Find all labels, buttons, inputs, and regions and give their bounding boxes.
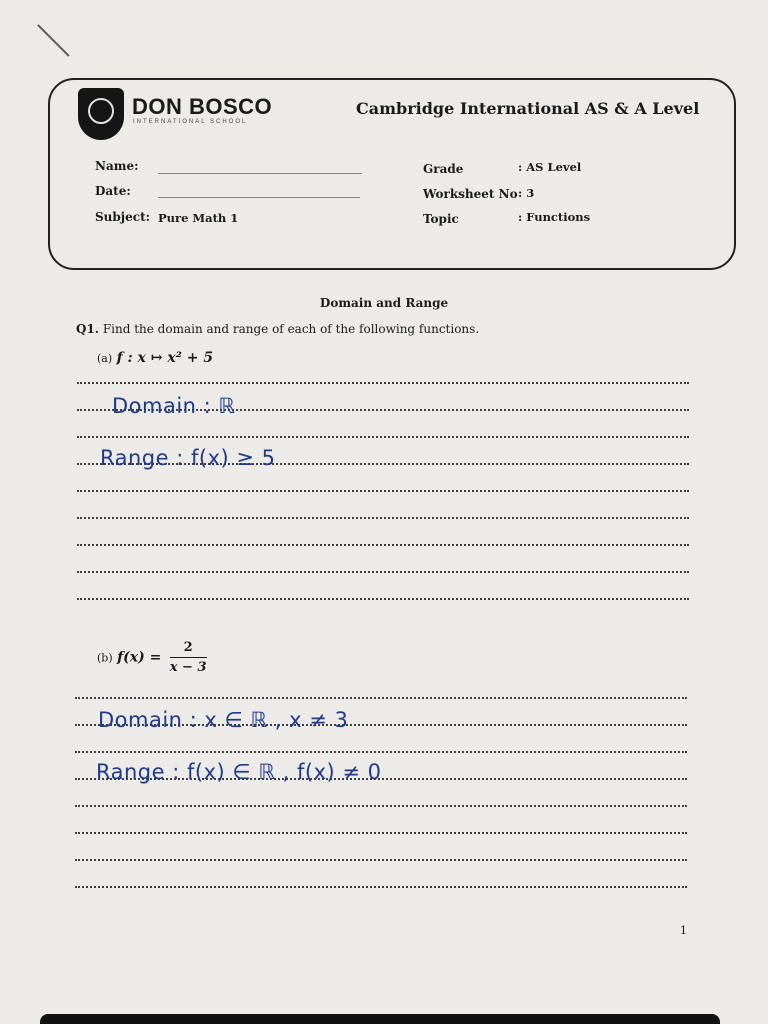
answer-line[interactable] xyxy=(77,490,689,492)
answer-line[interactable] xyxy=(75,859,687,861)
part-b-domain-answer: Domain : x ∈ ℝ , x ≠ 3 xyxy=(98,708,349,732)
part-b-lhs: f(x) = xyxy=(117,649,162,666)
subject-value: Pure Math 1 xyxy=(158,211,239,225)
school-name: DON BOSCO xyxy=(132,94,273,119)
grade-value: : AS Level xyxy=(518,160,582,174)
name-label: Name: xyxy=(95,159,139,173)
part-b-tag: (b) xyxy=(97,651,113,665)
subject-label: Subject: xyxy=(95,210,151,224)
page-number: 1 xyxy=(680,924,687,937)
topic-value: : Functions xyxy=(518,210,591,224)
school-subtitle: INTERNATIONAL SCHOOL xyxy=(133,119,248,125)
part-a-question xyxy=(97,350,213,366)
part-a-domain-answer: Domain : ℝ xyxy=(112,394,236,418)
exam-board-title: Cambridge International AS & A Level xyxy=(356,99,700,118)
answer-line[interactable] xyxy=(77,517,689,519)
part-a-expression: f : x ↦ x² + 5 xyxy=(116,350,214,366)
answer-line[interactable] xyxy=(75,886,687,888)
part-a-tag: (a) xyxy=(97,352,113,365)
worksheet-title: Domain and Range xyxy=(319,296,449,310)
date-field[interactable] xyxy=(158,197,360,198)
answer-line[interactable] xyxy=(75,751,687,753)
school-logo-icon xyxy=(78,88,124,140)
date-label: Date: xyxy=(95,184,131,198)
answer-line[interactable] xyxy=(77,598,689,600)
answer-line[interactable] xyxy=(77,382,689,384)
part-b-numerator: 2 xyxy=(170,640,207,658)
part-b-range-answer: Range : f(x) ∈ ℝ , f(x) ≠ 0 xyxy=(96,760,382,784)
part-b-fraction xyxy=(170,640,207,675)
answer-line[interactable] xyxy=(75,805,687,807)
part-a-range-answer: Range : f(x) ≥ 5 xyxy=(100,446,276,470)
worksheet-no-label: Worksheet No xyxy=(423,187,518,201)
worksheet-no-value: : 3 xyxy=(518,186,535,200)
question-1 xyxy=(76,322,479,336)
answer-line[interactable] xyxy=(77,544,689,546)
grade-label: Grade xyxy=(423,162,464,176)
part-b-denominator: x − 3 xyxy=(169,660,207,675)
pen-mark xyxy=(37,24,69,56)
answer-line[interactable] xyxy=(75,697,687,699)
answer-line[interactable] xyxy=(77,436,689,438)
part-b-question xyxy=(97,640,207,675)
name-field[interactable] xyxy=(158,173,362,174)
answer-line[interactable] xyxy=(75,832,687,834)
topic-label: Topic xyxy=(423,212,459,226)
question-1-text: Find the domain and range of each of the following functions. xyxy=(102,322,480,336)
answer-line[interactable] xyxy=(77,571,689,573)
scan-edge-shadow xyxy=(40,1014,720,1024)
question-1-number: Q1. xyxy=(76,322,99,336)
